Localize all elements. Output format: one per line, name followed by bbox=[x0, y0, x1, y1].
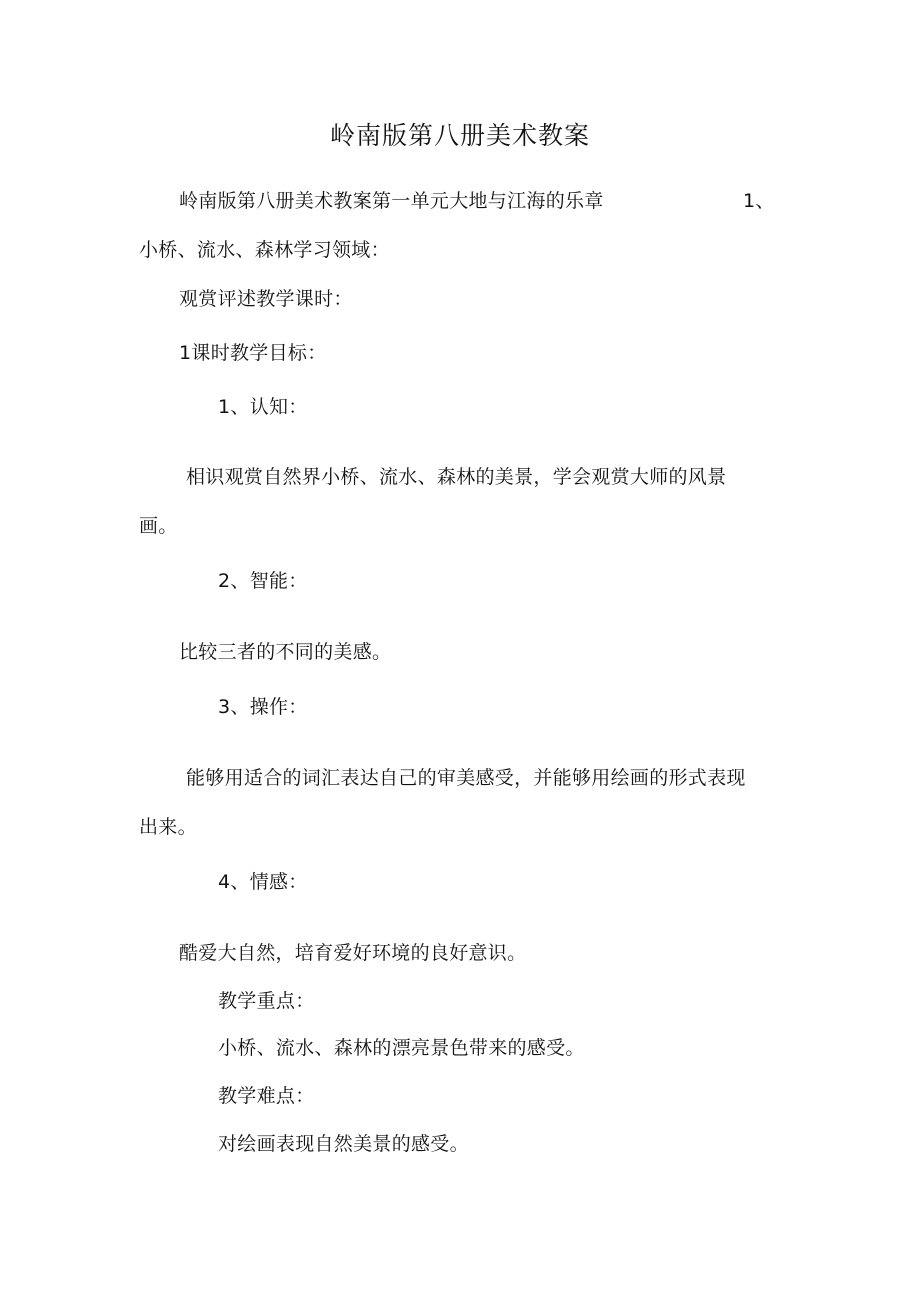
goal-1-text-line-1: 相识观赏自然界小桥、流水、森林的美景，学会观赏大师的风景 bbox=[186, 466, 727, 488]
intro-line-1: 岭南版第八册美术教案第一单元大地与江海的乐章 bbox=[179, 190, 604, 212]
key-point-heading: 教学重点： bbox=[218, 990, 315, 1012]
goal-1-heading: 1、认知： bbox=[218, 396, 308, 418]
document-title: 岭南版第八册美术教案 bbox=[329, 121, 590, 150]
difficulty-heading: 教学难点： bbox=[218, 1085, 315, 1107]
goal-4-heading: 4、情感： bbox=[218, 871, 308, 893]
difficulty-text: 对绘画表现自然美景的感受。 bbox=[218, 1133, 469, 1155]
goal-3-text-line-2: 出来。 bbox=[139, 816, 197, 838]
field-line: 观赏评述教学课时： bbox=[179, 288, 353, 310]
hours-line: 1课时教学目标： bbox=[179, 342, 327, 364]
goal-2-heading: 2、智能： bbox=[218, 570, 308, 592]
key-point-text: 小桥、流水、森林的漂亮景色带来的感受。 bbox=[218, 1037, 585, 1059]
goal-4-text: 酷爱大自然，培育爱好环境的良好意识。 bbox=[179, 942, 527, 964]
goal-1-text-line-2: 画。 bbox=[139, 515, 178, 537]
intro-line-2: 小桥、流水、森林学习领域： bbox=[139, 239, 390, 261]
intro-line-1-number: 1、 bbox=[743, 190, 775, 212]
goal-3-text-line-1: 能够用适合的词汇表达自己的审美感受，并能够用绘画的形式表现 bbox=[186, 767, 746, 789]
goal-3-heading: 3、操作： bbox=[218, 696, 308, 718]
goal-2-text: 比较三者的不同的美感。 bbox=[179, 641, 392, 663]
